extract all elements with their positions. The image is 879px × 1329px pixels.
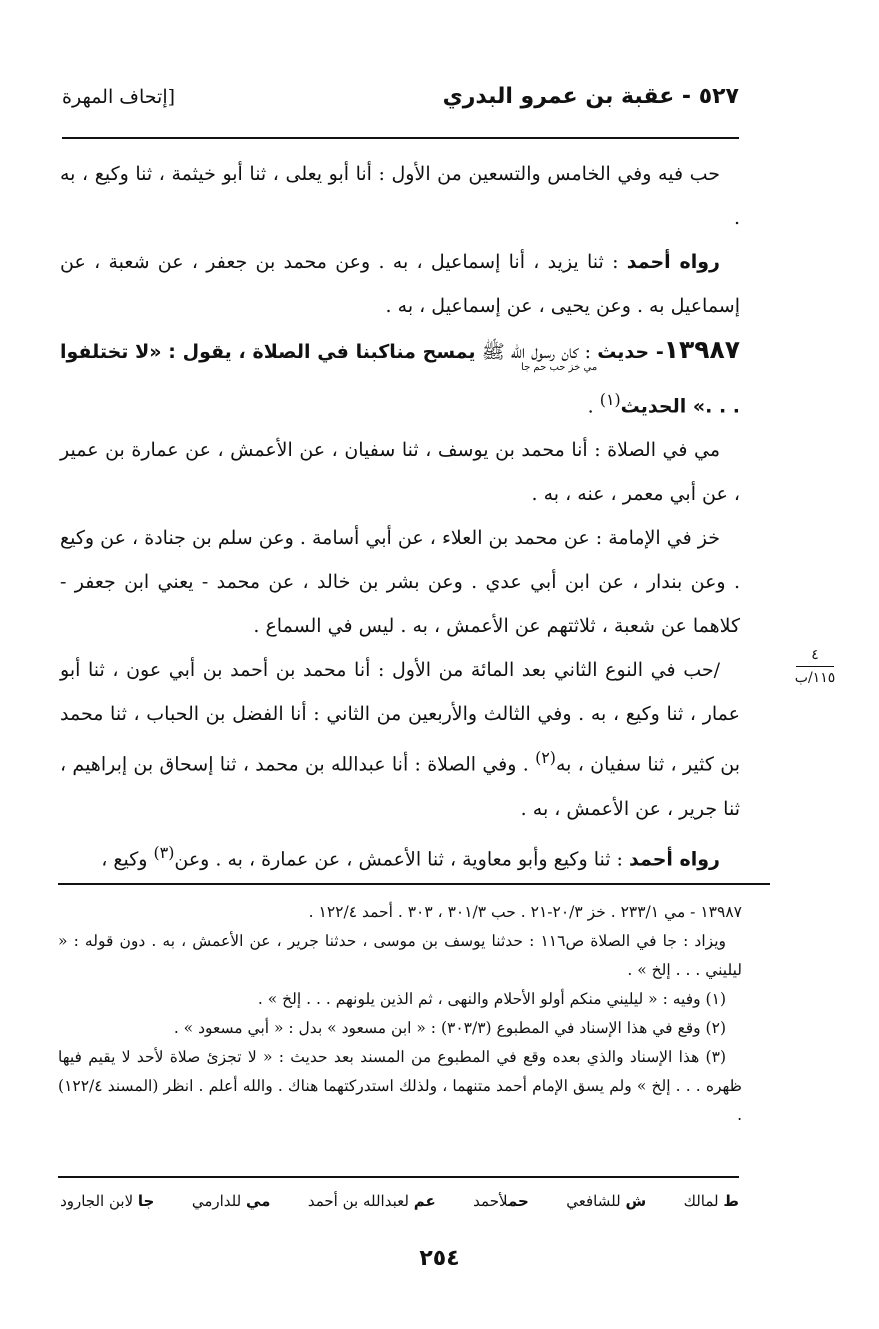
abbreviation-code: ط [723,1192,739,1210]
folio-number: ٤ [811,647,819,663]
paragraph [60,428,740,516]
paragraph [60,831,740,881]
abbreviation-name: لمالك [683,1192,719,1210]
page-number: ٢٥٤ [419,1246,460,1271]
running-header [62,80,739,124]
paragraph-text: /حب في النوع الثاني بعد المائة من الأول : أنا محمد بن أحمد بن أبي عون ، ثنا أبو عمار ، ثنا وكيع ، به . وفي الثالث والأربعين من الثاني : أنا الفضل بن الحباب ، ثنا محمد بن كثير ، ثنا سفيان ، به [60,659,740,776]
abbreviation-name: لابن الجارود [60,1192,134,1210]
source-label: رواه أحمد [626,251,720,273]
paragraph-text: . وفي الصلاة : أنا عبدالله بن محمد ، ثنا إسحاق بن إبراهيم ، ثنا جرير ، عن الأعمش ، به . [60,753,740,820]
footnote-line [58,985,742,1014]
paragraph-text: : ثنا يزيد ، أنا إسماعيل ، به . وعن محمد بن جعفر ، عن شعبة ، عن إسماعيل به . وعن يحيى ، عن إسماعيل ، به . [60,251,740,317]
punctuation: . [587,395,600,418]
paragraph-text: : كان رسول الله ﷺ [475,341,598,363]
footnote-ref: (٣) [153,842,175,862]
header-title: ٥٢٧ - عقبة بن عمرو البدري [442,84,739,109]
source-label: رواه أحمد [628,847,720,870]
manuscript-folio-note [792,646,838,687]
paragraph [60,648,740,830]
abbreviation-item [684,1192,739,1222]
main-text [60,152,740,881]
hadith-number: ١٣٩٨٧ [663,335,741,364]
source-sigla: مي خز حب حم جا [521,362,598,373]
footnote-line [58,927,742,985]
abbreviation-code: مي [245,1192,271,1210]
footnote-ref: (١) [599,390,621,409]
footnote-text: (١) وفيه : « ليليني منكم أولو الأحلام والنهى ، ثم الذين يلونهم . . . إلخ » . [257,990,726,1008]
abbreviation-code: ش [625,1192,647,1210]
footnote-line [58,898,742,927]
folio-reference: ١١٥/ب [794,670,836,686]
footnote-text: (٣) هذا الإسناد والذي بعده وقع في المطبوع من المسند بعد حديث : « لا تجزئ صلاة لأحد لا يقيم فيها ظهره . . . إلخ » ولم يسق الإمام أحمد متنهما ، ولذلك استدركتهما هناك . والله أعلم . انظر (المسند ١٢٢/٤) . [58,1048,742,1124]
footnote-text: (٢) وقع في هذا الإسناد في المطبوع (٣٠٣/٣) : « ابن مسعود » بدل : « أبي مسعود » . [173,1019,726,1037]
paragraph-text: حب فيه وفي الخامس والتسعين من الأول : أنا أبو يعلى ، ثنا أبو خيثمة ، ثنا وكيع ، به . [60,163,740,229]
footnote-rule [58,883,770,885]
footnote-text: ويزاد : جا في الصلاة ص١١٦ : حدثنا يوسف بن موسى ، حدثنا جرير ، عن الأعمش ، به . دون قوله : « ليليني . . . إلخ » . [58,932,742,979]
abbreviation-code: عم [413,1192,436,1210]
abbreviation-item [473,1192,529,1222]
abbreviations-key [60,1192,739,1222]
abbreviation-code: حم [507,1192,529,1210]
abbreviation-name: لأحمد [473,1192,508,1210]
paragraph-text: مي في الصلاة : أنا محمد بن يوسف ، ثنا سفيان ، عن الأعمش ، عن عمارة بن عمير ، عن أبي معمر ، عنه ، به . [60,439,740,506]
abbreviation-name: للدارمي [191,1192,242,1210]
paragraph-text: : ثنا وكيع وأبو معاوية ، ثنا الأعمش ، عن عمارة ، به . وعن [174,847,629,870]
paragraph-text: وكيع ، [101,847,154,870]
footnote-ref: (٢) [535,748,556,768]
footnote-line [58,1014,742,1043]
paragraph [60,152,740,240]
footnote-text: ١٣٩٨٧ - مي ٢٣٣/١ . خز ٢٠/٣-٢١ . حب ٣٠١/٣ ، ٣٠٣ . أحمد ١٢٢/٤ . [308,903,742,921]
footnotes [58,898,742,1130]
abbreviation-name: لعبدالله بن أحمد [307,1192,409,1210]
paragraph [60,240,740,328]
abbreviation-item [192,1192,271,1222]
abbreviation-item [60,1192,154,1222]
abbreviation-name: للشافعي [566,1192,621,1210]
hadith-text: يمسح مناكبنا في الصلاة ، يقول : «لا تختلفوا . . .» الحديث [60,341,740,418]
hadith-label: - حديث [597,341,664,363]
footnote-line [58,1043,742,1130]
abbreviation-item [566,1192,646,1222]
paragraph [60,516,740,648]
folio-divider [796,666,834,667]
abbreviations-rule [58,1176,739,1178]
header-book-name: [إتحاف المهرة [62,86,176,108]
hadith-entry [60,328,740,428]
abbreviation-item [308,1192,436,1222]
header-rule [62,137,739,139]
abbreviation-code: جا [137,1192,155,1210]
paragraph-text: خز في الإمامة : عن محمد بن العلاء ، عن أبي أسامة . وعن سلم بن جنادة ، عن وكيع . وعن بندار ، عن ابن أبي عدي . وعن بشر بن خالد ، عن محمد - يعني ابن جعفر - كلاهما عن شعبة ، ثلاثتهم عن الأعمش ، به . ليس في السماع . [60,527,740,638]
